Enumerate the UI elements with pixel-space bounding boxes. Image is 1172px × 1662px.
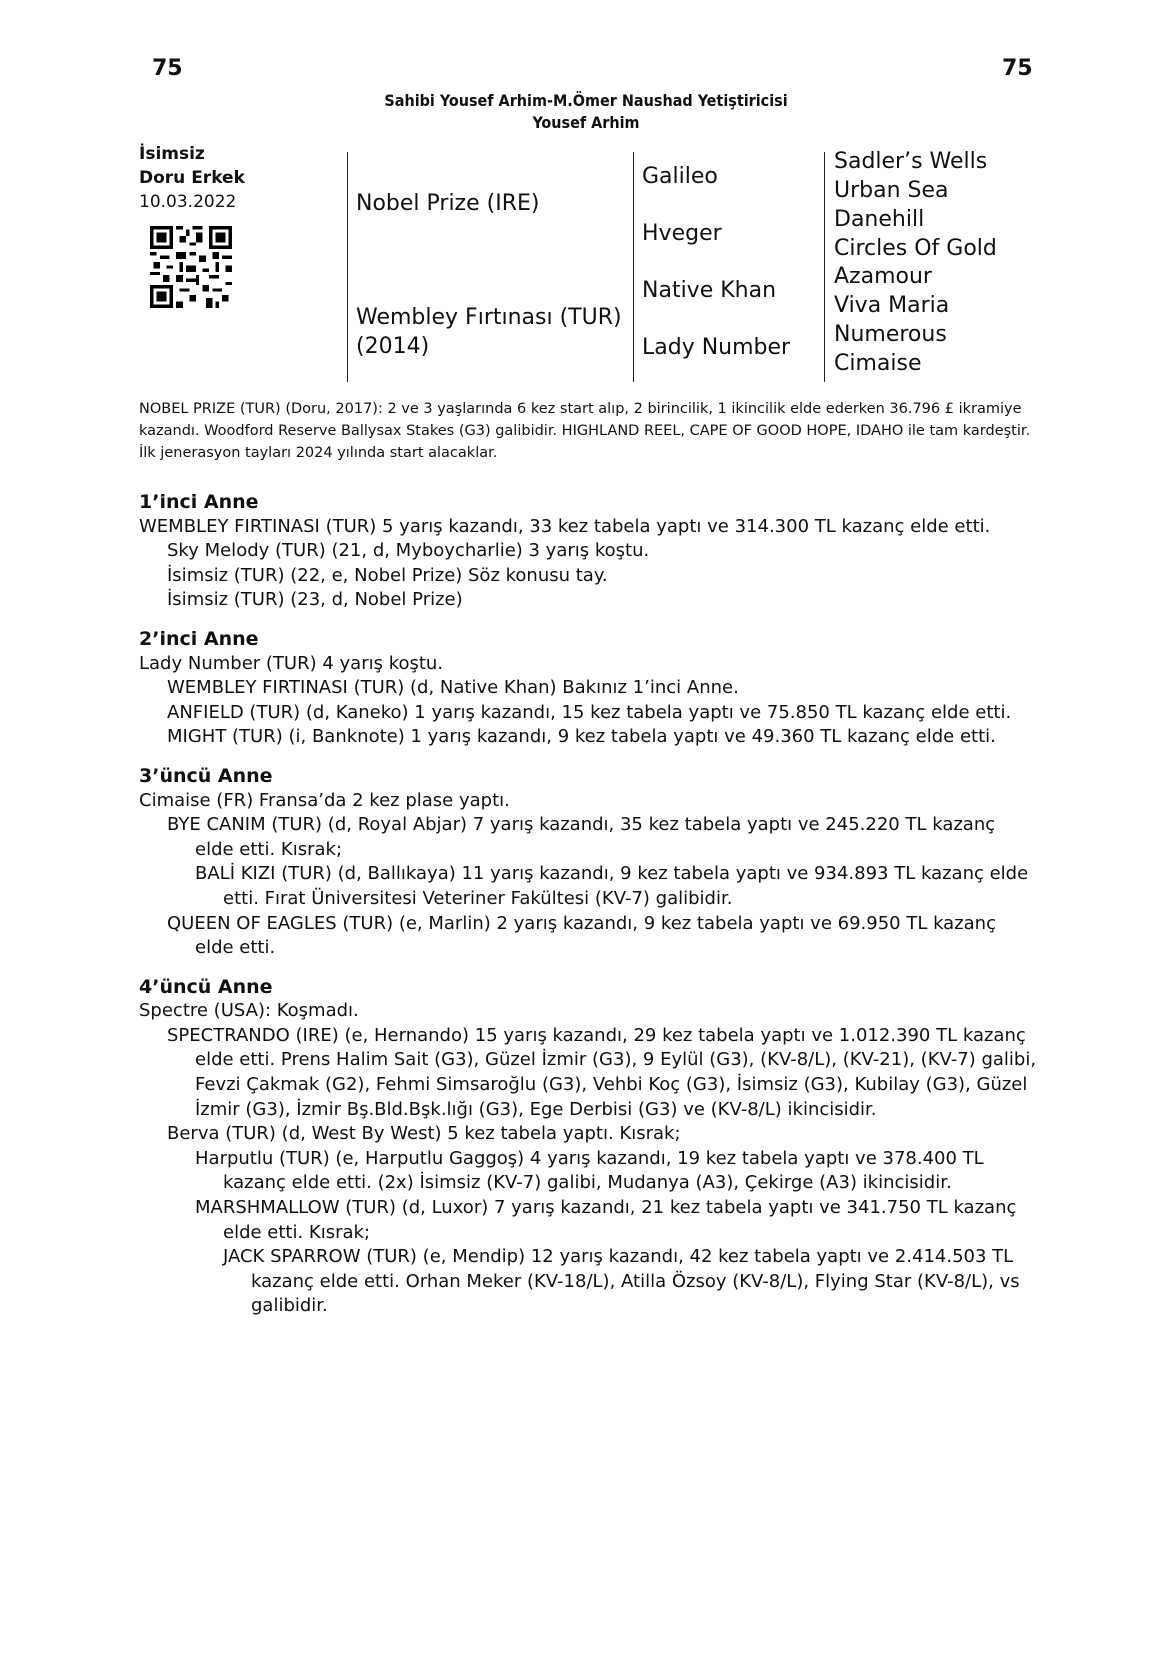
pedigree-divider xyxy=(633,152,634,382)
breeder-line: Yousef Arhim xyxy=(532,113,640,132)
pedigree-gen3: Circles Of Gold xyxy=(834,236,997,261)
horse-birthdate: 10.03.2022 xyxy=(139,192,237,212)
page-number-right: 75 xyxy=(1002,56,1033,81)
owner-breeder xyxy=(0,90,1172,134)
horse-name: İsimsiz xyxy=(139,144,205,164)
family-entry: Sky Melody (TUR) (21, d, Myboycharlie) 3 yarış koştu. xyxy=(167,540,650,562)
section-heading: 4’üncü Anne xyxy=(139,975,273,998)
pedigree-gen3: Urban Sea xyxy=(834,178,949,203)
family-entry: Berva (TUR) (d, West By West) 5 kez tabela yaptı. Kısrak; xyxy=(167,1123,681,1145)
family-entry: Cimaise (FR) Fransa’da 2 kez plase yaptı. xyxy=(139,789,510,811)
sire-description: NOBEL PRIZE (TUR) (Doru, 2017): 2 ve 3 yaşlarında 6 kez start alıp, 2 birincilik, 1 ikincilik elde ederken 36.796 £ ikramiye kazandı. Woodford Reserve Ballysax Stakes (G3) galibidir. HIGHLAND REEL, CAPE OF GOOD HOPE, IDAHO ile tam kardeştir. İlk jenerasyon tayları 2024 yılında start alacaklar. xyxy=(139,401,1031,461)
family-entry: BALİ KIZI (TUR) (d, Ballıkaya) 11 yarış kazandı, 9 kez tabela yaptı ve 934.893 TL kazanç elde etti. Fırat Üniversitesi Veteriner Fakültesi (KV-7) galibidir. xyxy=(195,863,1029,909)
pedigree-gen2: Hveger xyxy=(642,221,722,246)
section-heading: 2’inci Anne xyxy=(139,627,259,650)
horse-info xyxy=(139,142,245,214)
family-entry: İsimsiz (TUR) (23, d, Nobel Prize) xyxy=(167,589,463,611)
pedigree-divider xyxy=(824,152,825,382)
owner-line: Sahibi Yousef Arhim-M.Ömer Naushad Yetiştiricisi xyxy=(384,91,788,110)
family-entry: QUEEN OF EAGLES (TUR) (e, Marlin) 2 yarış kazandı, 9 kez tabela yaptı ve 69.950 TL kazanç elde etti. xyxy=(167,912,996,959)
pedigree-dam: Wembley Fırtınası (TUR) xyxy=(356,305,622,330)
pedigree-gen3: Numerous xyxy=(834,322,947,347)
pedigree-gen2: Lady Number xyxy=(642,335,791,360)
pedigree-gen3: Cimaise xyxy=(834,351,922,376)
family-entry: WEMBLEY FIRTINASI (TUR) 5 yarış kazandı, 33 kez tabela yaptı ve 314.300 TL kazanç elde etti. xyxy=(139,515,991,537)
family-entry: ANFIELD (TUR) (d, Kaneko) 1 yarış kazandı, 15 kez tabela yaptı ve 75.850 TL kazanç elde etti. xyxy=(167,701,1012,723)
family-entry: Spectre (USA): Koşmadı. xyxy=(139,1000,359,1022)
pedigree-sire: Nobel Prize (IRE) xyxy=(356,191,540,216)
pedigree-gen3: Sadler’s Wells xyxy=(834,149,988,174)
dam-family-text xyxy=(139,490,1039,1319)
family-entry: Harputlu (TUR) (e, Harputlu Gaggoş) 4 yarış kazandı, 19 kez tabela yaptı ve 378.400 TL kazanç elde etti. (2x) İsimsiz (KV-7) galibi, Mudanya (A3), Çekirge (A3) ikincisidir. xyxy=(195,1147,984,1194)
pedigree-gen3: Azamour xyxy=(834,264,932,289)
section-heading: 3’üncü Anne xyxy=(139,764,273,787)
family-entry: MARSHMALLOW (TUR) (d, Luxor) 7 yarış kazandı, 21 kez tabela yaptı ve 341.750 TL kazanç elde etti. Kısrak; xyxy=(195,1197,1017,1243)
family-entry: İsimsiz (TUR) (22, e, Nobel Prize) Söz konusu tay. xyxy=(167,564,608,586)
family-entry: BYE CANIM (TUR) (d, Royal Abjar) 7 yarış kazandı, 35 kez tabela yaptı ve 245.220 TL kazanç elde etti. Kısrak; xyxy=(167,814,996,860)
pedigree-dam-year: (2014) xyxy=(356,334,430,359)
pedigree-gen3: Viva Maria xyxy=(834,293,950,318)
qr-code-icon xyxy=(150,226,232,308)
family-entry: SPECTRANDO (IRE) (e, Hernando) 15 yarış kazandı, 29 kez tabela yaptı ve 1.012.390 TL kazanç elde etti. Prens Halim Sait (G3), Güzel İzmir (G3), 9 Eylül (G3), (KV-8/L), (KV-21), (KV-7) galibi, Fevzi Çakmak (G2), Fehmi Simsaroğlu (G3), Vehbi Koç (G3), İsimsiz (G3), Kubilay (G3), Güzel İzmir (G3), İzmir Bş.Bld.Bşk.lığı (G3), Ege Derbisi (G3) ve (KV-8/L) ikincisidir. xyxy=(167,1024,1037,1120)
family-entry: Lady Number (TUR) 4 yarış koştu. xyxy=(139,652,444,674)
section-heading: 1’inci Anne xyxy=(139,491,259,513)
family-entry: WEMBLEY FIRTINASI (TUR) (d, Native Khan) Bakınız 1’inci Anne. xyxy=(167,677,739,699)
family-entry: MIGHT (TUR) (i, Banknote) 1 yarış kazandı, 9 kez tabela yaptı ve 49.360 TL kazanç elde etti. xyxy=(167,726,996,748)
pedigree-divider xyxy=(347,152,348,382)
family-entry: JACK SPARROW (TUR) (e, Mendip) 12 yarış kazandı, 42 kez tabela yaptı ve 2.414.503 TL kazanç elde etti. Orhan Meker (KV-18/L), Atilla Özsoy (KV-8/L), Flying Star (KV-8/L), vs galibidir. xyxy=(223,1246,1020,1317)
page-number-left: 75 xyxy=(152,56,183,81)
pedigree-gen2: Native Khan xyxy=(642,278,777,303)
pedigree-gen2: Galileo xyxy=(642,164,718,189)
horse-description: Doru Erkek xyxy=(139,168,245,188)
pedigree-gen3: Danehill xyxy=(834,207,925,232)
